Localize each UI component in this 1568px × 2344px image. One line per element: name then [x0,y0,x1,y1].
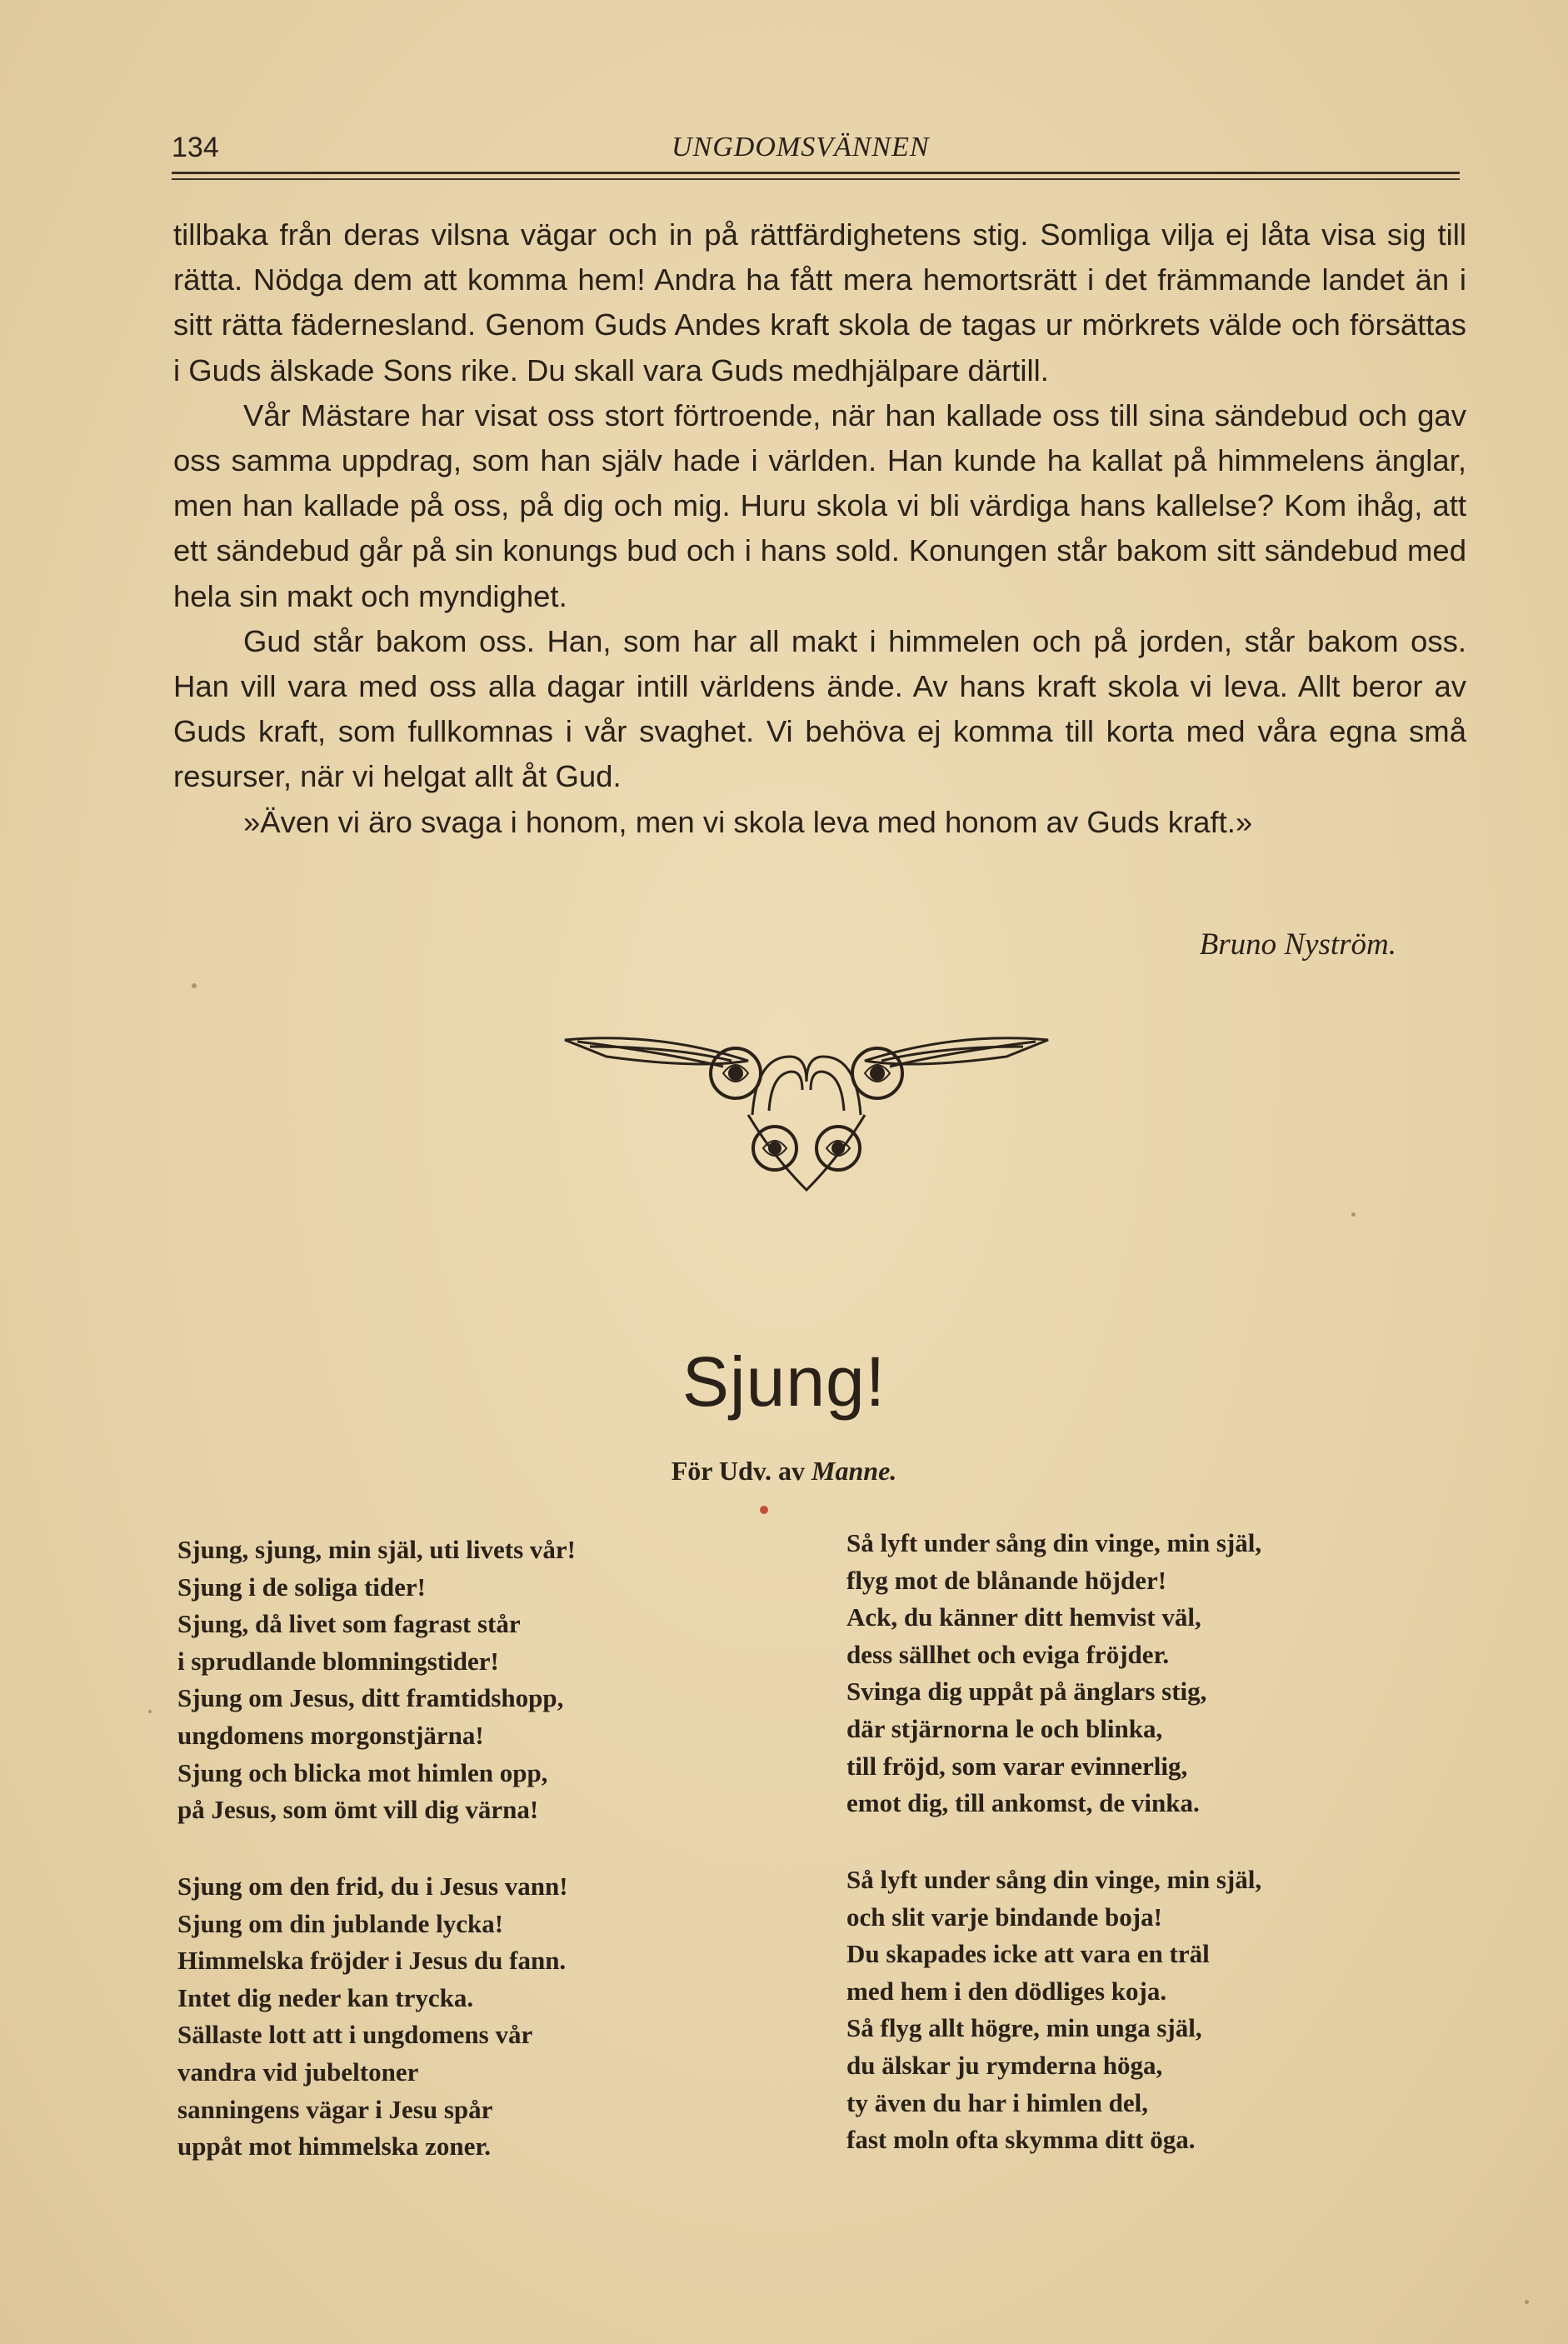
poem-line: i sprudlande blomningstider! [177,1646,499,1676]
poem-line: Sjung om den frid, du i Jesus vann! [177,1872,568,1901]
poem-line: emot dig, till ankomst, de vinka. [846,1788,1200,1818]
decorative-dot [760,1506,768,1514]
article-paragraph: tillbaka från deras vilsna vägar och in på rättfärdighetens stig. Somliga vilja ej låta visa sig till rätta. Nödga dem att komma hem! Andra ha fått mera hemortsrätt i det främmande landet än i sitt rätta fädernesland. Genom Guds Andes kraft skola de tagas ur mörkrets välde och försättas i Guds älskade Sons rike. Du skall vara Guds medhjälpare därtill. [173,217,1466,387]
poem-line: Ack, du känner ditt hemvist väl, [846,1602,1201,1632]
poem-line: med hem i den dödliges koja. [846,1976,1167,2006]
poem-line: Så lyft under sång din vinge, min själ, [846,1865,1262,1894]
poem-line: flyg mot de blånande höjder! [846,1565,1167,1595]
poem-credit-prefix: För Udv. av [671,1456,806,1486]
poem-line: till fröjd, som varar evinnerlig, [846,1751,1188,1781]
poem-line: Sjung, då livet som fagrast står [177,1609,521,1639]
poem-line: vandra vid jubeltoner [177,2057,419,2087]
poem-line: ungdomens morgonstjärna! [177,1720,484,1750]
poem-credit [0,1456,1568,1487]
paper-speck [148,1710,152,1713]
page-number: 134 [172,132,219,163]
poem-line: Sällaste lott att i ungdomens vår [177,2020,533,2050]
poem-stanza-4 [846,1862,1261,2159]
poem-line: sanningens vägar i Jesu spår [177,2094,493,2124]
poem-line: Sjung i de soliga tider! [177,1572,426,1602]
poem-line: Sjung om Jesus, ditt framtidshopp, [177,1683,564,1713]
header-rule-top [172,172,1460,174]
poem-line: uppåt mot himmelska zoner. [177,2132,492,2162]
article-body [173,212,1466,845]
article-paragraph: Gud står bakom oss. Han, som har all makt i himmelen och på jorden, står bakom oss. Han vill vara med oss alla dagar intill världens ände. Av hans kraft skola vi leva. Allt beror av Guds kraft, som fullkomnas i vår svaghet. Vi behöva ej komma till korta med våra egna små resurser, när vi helgat allt åt Gud. [173,623,1466,794]
poem-stanza-2 [177,1868,568,2166]
poem-line: Sjung och blicka mot himlen opp, [177,1757,548,1787]
article-quote: »Även vi äro svaga i honom, men vi skola leva med honom av Guds kraft.» [243,804,1253,839]
poem-line: där stjärnorna le och blinka, [846,1713,1163,1743]
poem-line: Så lyft under sång din vinge, min själ, [846,1528,1262,1557]
poem-line: Sjung om din jublande lycka! [177,1908,504,1938]
poem-stanza-1 [177,1532,576,1829]
poem-line: Du skapades icke att vara en träl [846,1939,1210,1969]
page-header [172,132,1460,182]
article-signature: Bruno Nyström. [1199,927,1396,962]
running-title: UNGDOMSVÄNNEN [672,132,930,162]
poem-title: Sjung! [682,1342,886,1421]
poem-line: och slit varje bindande boja! [846,1902,1162,1932]
poem-line: Sjung, sjung, min själ, uti livets vår! [177,1535,576,1564]
poem-line: Svinga dig uppåt på änglars stig, [846,1677,1207,1707]
poem-line: dess sällhet och eviga fröjder. [846,1639,1170,1669]
rose-ornament-icon [557,1023,1056,1197]
poem-line: Himmelska fröjder i Jesus du fann. [177,1946,567,1976]
poem-line: Så flyg allt högre, min unga själ, [846,2013,1202,2043]
header-rule-bottom [172,178,1460,180]
poem-line: på Jesus, som ömt vill dig värna! [177,1795,539,1825]
poem-line: ty även du har i himlen del, [846,2087,1149,2117]
poem-line: Intet dig neder kan trycka. [177,1982,474,2012]
poem-line: du älskar ju rymderna höga, [846,2050,1163,2080]
paper-speck [1525,2300,1529,2304]
poem-stanza-3 [846,1525,1261,1822]
poem-author: Manne. [811,1456,897,1486]
paper-speck [192,983,197,988]
paper-speck [1351,1212,1356,1217]
poem-line: fast moln ofta skymma ditt öga. [846,2125,1196,2155]
article-paragraph: Vår Mästare har visat oss stort förtroende, när han kallade oss till sina sändebud och gav oss samma uppdrag, som han själv hade i världen. Han kunde ha kallat på himmelens änglar, men han kallade på oss, på dig och mig. Huru skola vi bli värdiga hans kallelse? Kom ihåg, att ett sändebud går på sin konungs bud och i hans sold. Konungen står bakom sitt sändebud med hela sin makt och myndighet. [173,397,1466,613]
